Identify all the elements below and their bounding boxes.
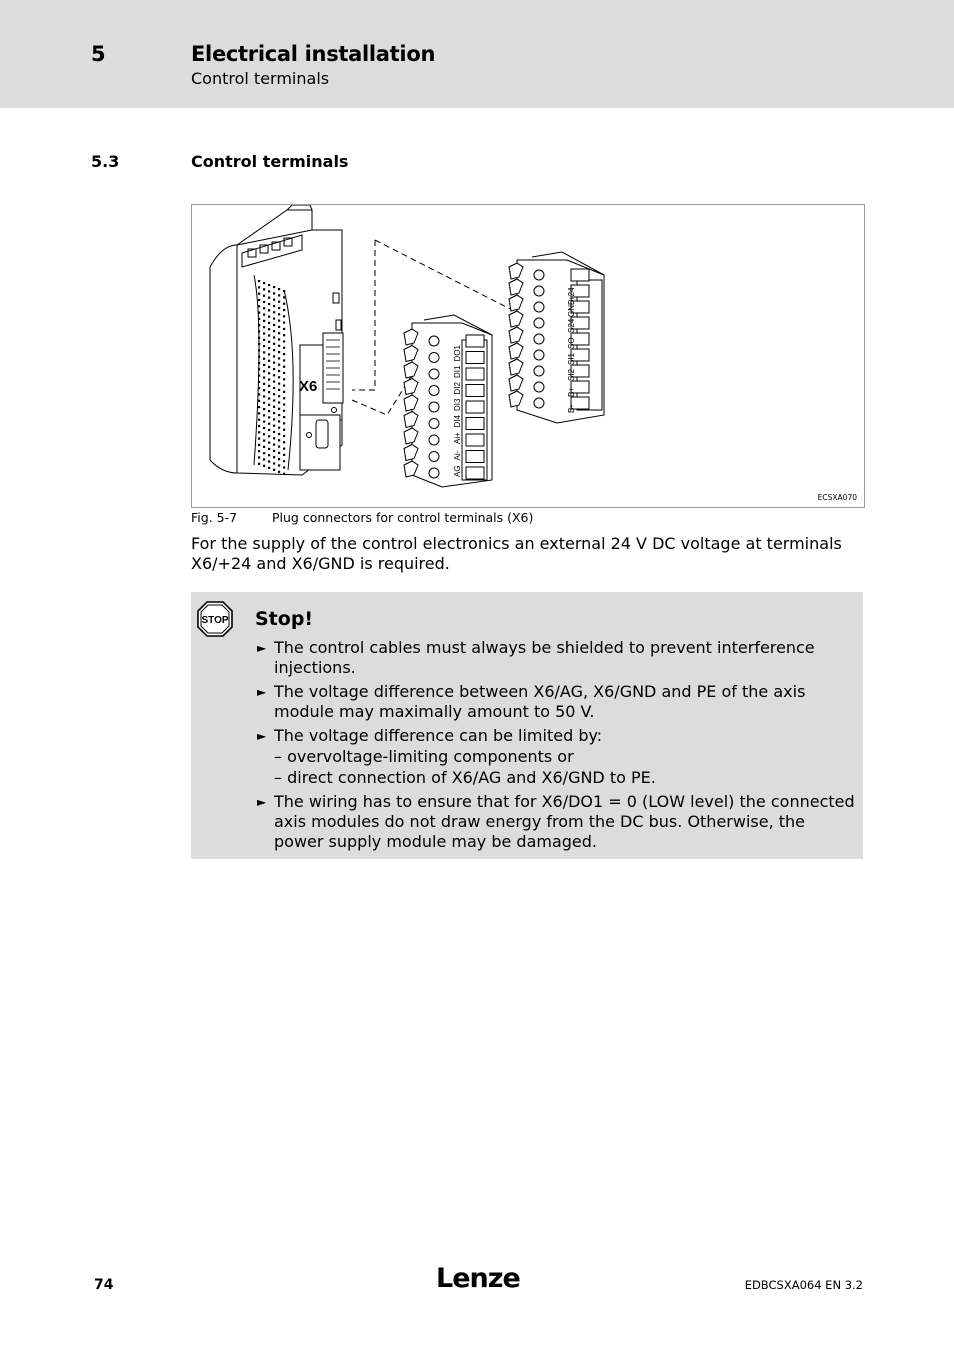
- vent-hole: [263, 288, 265, 290]
- chapter-title: Electrical installation: [191, 42, 436, 66]
- vent-hole: [263, 465, 265, 467]
- vent-hole: [268, 372, 270, 374]
- vent-hole: [273, 318, 275, 320]
- vent-hole: [273, 425, 275, 427]
- vent-hole: [273, 469, 275, 471]
- terminal-screw: [534, 270, 544, 280]
- vent-hole: [263, 332, 265, 334]
- terminal-label: SO: [567, 337, 576, 349]
- terminal-screw: [534, 382, 544, 392]
- vent-hole: [263, 364, 265, 366]
- vent-hole: [278, 408, 280, 410]
- vent-hole: [258, 362, 260, 364]
- vent-hole: [278, 414, 280, 416]
- vent-hole: [258, 450, 260, 452]
- bullet-icon: ►: [257, 729, 267, 743]
- terminal-screw: [534, 366, 544, 376]
- terminal-screw: [429, 419, 439, 429]
- vent-hole: [283, 303, 285, 305]
- vent-hole: [263, 446, 265, 448]
- vent-hole: [273, 456, 275, 458]
- vent-hole: [278, 357, 280, 359]
- vent-hole: [263, 414, 265, 416]
- vent-hole: [258, 438, 260, 440]
- terminal-label: B+: [567, 386, 576, 397]
- vent-hole: [263, 440, 265, 442]
- terminal-screw: [534, 318, 544, 328]
- vent-hole: [263, 377, 265, 379]
- vent-hole: [258, 330, 260, 332]
- terminal-screw: [534, 302, 544, 312]
- vent-hole: [278, 320, 280, 322]
- vent-hole: [273, 412, 275, 414]
- stop-list: [257, 638, 859, 856]
- vent-hole: [268, 297, 270, 299]
- vent-hole: [268, 316, 270, 318]
- vent-hole: [263, 433, 265, 435]
- vent-hole: [263, 345, 265, 347]
- vent-hole: [283, 454, 285, 456]
- terminal-label: SI2: [567, 368, 576, 381]
- vent-hole: [258, 299, 260, 301]
- vent-hole: [263, 421, 265, 423]
- vent-hole: [283, 347, 285, 349]
- vent-hole: [273, 299, 275, 301]
- vent-hole: [273, 330, 275, 332]
- vent-hole: [258, 324, 260, 326]
- vent-hole: [283, 309, 285, 311]
- vent-hole: [278, 433, 280, 435]
- terminal-opening: [466, 467, 484, 479]
- vent-hole: [278, 452, 280, 454]
- vent-hole: [273, 399, 275, 401]
- device-illustration: [192, 205, 864, 507]
- vent-hole: [273, 381, 275, 383]
- terminal-opening: [466, 352, 484, 364]
- vent-hole: [258, 393, 260, 395]
- device-housing: [210, 245, 237, 473]
- vent-hole: [278, 427, 280, 429]
- vent-hole: [258, 419, 260, 421]
- terminal-label: SI1: [567, 352, 576, 365]
- sub-item: – direct connection of X6/AG and X6/GND to PE.: [274, 768, 656, 787]
- terminal-screw: [534, 286, 544, 296]
- terminal-opening: [466, 418, 484, 430]
- vent-hole: [258, 425, 260, 427]
- vent-hole: [278, 376, 280, 378]
- vent-hole: [258, 293, 260, 295]
- terminal-opening: [466, 335, 484, 347]
- vent-hole: [273, 336, 275, 338]
- terminal-label: AG: [453, 465, 462, 477]
- terminal-label: DI2: [453, 382, 462, 395]
- vent-hole: [273, 324, 275, 326]
- vent-hole: [268, 328, 270, 330]
- figure-number: Fig. 5-7: [191, 510, 238, 525]
- vent-hole: [283, 448, 285, 450]
- vent-hole: [263, 314, 265, 316]
- vent-hole: [278, 401, 280, 403]
- vent-hole: [278, 458, 280, 460]
- vent-hole: [283, 353, 285, 355]
- vent-hole: [263, 402, 265, 404]
- vent-hole: [268, 347, 270, 349]
- vent-hole: [273, 444, 275, 446]
- vent-hole: [258, 412, 260, 414]
- figure-image-code: ECSXA070: [817, 493, 857, 502]
- vent-hole: [283, 473, 285, 475]
- vent-hole: [268, 353, 270, 355]
- terminal-opening: [466, 401, 484, 413]
- vent-hole: [273, 437, 275, 439]
- terminal-screw: [429, 468, 439, 478]
- vent-hole: [278, 446, 280, 448]
- vent-hole: [273, 349, 275, 351]
- terminal-label: B-: [567, 405, 576, 413]
- terminal-opening: [466, 368, 484, 380]
- vent-hole: [268, 360, 270, 362]
- vent-hole: [278, 439, 280, 441]
- vent-hole: [258, 337, 260, 339]
- vent-hole: [263, 295, 265, 297]
- terminal-label: +24: [567, 287, 576, 301]
- vent-hole: [273, 362, 275, 364]
- section-number: 5.3: [91, 152, 120, 171]
- vent-hole: [263, 395, 265, 397]
- vent-hole: [268, 467, 270, 469]
- terminal-opening: [466, 434, 484, 446]
- vent-hole: [283, 441, 285, 443]
- vent-hole: [283, 466, 285, 468]
- vent-hole: [283, 372, 285, 374]
- vent-hole: [283, 366, 285, 368]
- stop-icon-text: STOP: [201, 615, 229, 626]
- vent-hole: [278, 301, 280, 303]
- vent-hole: [268, 454, 270, 456]
- vent-hole: [283, 290, 285, 292]
- stop-heading: Stop!: [255, 608, 314, 630]
- terminal-opening: [571, 269, 589, 281]
- vent-hole: [268, 410, 270, 412]
- vent-hole: [278, 420, 280, 422]
- vent-hole: [258, 381, 260, 383]
- vent-hole: [263, 282, 265, 284]
- vent-hole: [268, 404, 270, 406]
- vent-hole: [283, 429, 285, 431]
- vent-hole: [278, 370, 280, 372]
- vent-hole: [278, 294, 280, 296]
- vent-hole: [258, 406, 260, 408]
- vent-hole: [268, 290, 270, 292]
- chapter-subtitle: Control terminals: [191, 69, 330, 88]
- vent-hole: [273, 418, 275, 420]
- terminal-label: DI4: [453, 415, 462, 428]
- vent-hole: [273, 286, 275, 288]
- vent-hole: [283, 328, 285, 330]
- vent-hole: [268, 322, 270, 324]
- vent-hole: [268, 309, 270, 311]
- vent-hole: [273, 311, 275, 313]
- vent-hole: [258, 456, 260, 458]
- vent-hole: [268, 416, 270, 418]
- list-item: ► The control cables must always be shielded to prevent interference injections.: [257, 638, 815, 677]
- vent-hole: [278, 383, 280, 385]
- vent-hole: [258, 356, 260, 358]
- vent-hole: [258, 463, 260, 465]
- vent-hole: [283, 334, 285, 336]
- vent-hole: [263, 383, 265, 385]
- vent-hole: [258, 280, 260, 282]
- vent-hole: [283, 460, 285, 462]
- vent-hole: [263, 326, 265, 328]
- vent-hole: [283, 435, 285, 437]
- list-item: ► The voltage difference can be limited by: – overvoltage-limiting components or – direct connection of X6/AG and X6/GND to PE.: [257, 726, 859, 788]
- terminal-screw: [429, 452, 439, 462]
- vent-hole: [268, 366, 270, 368]
- vent-hole: [273, 450, 275, 452]
- vent-hole: [278, 395, 280, 397]
- vent-hole: [268, 435, 270, 437]
- vent-hole: [278, 471, 280, 473]
- vent-hole: [258, 312, 260, 314]
- list-item: ► The voltage difference between X6/AG, X6/GND and PE of the axis module may maximally amount to 50 V.: [257, 682, 806, 721]
- vent-hole: [278, 313, 280, 315]
- vent-hole: [283, 416, 285, 418]
- vent-hole: [263, 307, 265, 309]
- vent-hole: [283, 422, 285, 424]
- vent-hole: [263, 370, 265, 372]
- vent-hole: [263, 389, 265, 391]
- vent-hole: [268, 334, 270, 336]
- bullet-icon: ►: [257, 795, 267, 809]
- vent-hole: [263, 458, 265, 460]
- terminal-label: DI1: [453, 365, 462, 378]
- vent-hole: [278, 389, 280, 391]
- section-title: Control terminals: [191, 152, 349, 171]
- figure-caption: Plug connectors for control terminals (X6): [272, 510, 534, 525]
- document-id: EDBCSXA064 EN 3.2: [744, 1278, 863, 1292]
- vent-hole: [273, 431, 275, 433]
- terminal-screw: [534, 334, 544, 344]
- terminal-screw: [534, 350, 544, 360]
- vent-hole: [283, 378, 285, 380]
- terminal-label: Ai-: [453, 450, 462, 461]
- vent-hole: [283, 359, 285, 361]
- vent-hole: [283, 385, 285, 387]
- vent-hole: [283, 410, 285, 412]
- vent-hole: [278, 326, 280, 328]
- stop-sign-icon: [196, 600, 234, 638]
- vent-hole: [273, 462, 275, 464]
- terminal-opening: [466, 451, 484, 463]
- vent-hole: [283, 403, 285, 405]
- vent-hole: [273, 374, 275, 376]
- bullet-icon: ►: [257, 685, 267, 699]
- vent-hole: [263, 408, 265, 410]
- vent-hole: [283, 322, 285, 324]
- vent-hole: [268, 341, 270, 343]
- vent-hole: [283, 397, 285, 399]
- vent-hole: [273, 393, 275, 395]
- vent-hole: [263, 427, 265, 429]
- vent-hole: [268, 284, 270, 286]
- header-band: [0, 0, 954, 108]
- vent-hole: [258, 368, 260, 370]
- vent-hole: [258, 286, 260, 288]
- vent-hole: [258, 375, 260, 377]
- vent-hole: [268, 397, 270, 399]
- figure-frame: [191, 204, 865, 508]
- vent-hole: [273, 292, 275, 294]
- vent-hole: [263, 320, 265, 322]
- lenze-logo: Lenze: [436, 1263, 520, 1294]
- vent-hole: [273, 343, 275, 345]
- vent-hole: [268, 429, 270, 431]
- terminal-screw: [429, 336, 439, 346]
- vent-hole: [278, 288, 280, 290]
- vent-hole: [263, 351, 265, 353]
- vent-hole: [268, 423, 270, 425]
- vent-hole: [258, 387, 260, 389]
- terminal-screw: [429, 402, 439, 412]
- vent-hole: [258, 444, 260, 446]
- terminal-label: DO1: [453, 345, 462, 362]
- vent-hole: [278, 332, 280, 334]
- vent-hole: [273, 387, 275, 389]
- x6-callout: X6: [299, 378, 318, 395]
- terminal-label: Ai+: [453, 432, 462, 444]
- vent-hole: [268, 391, 270, 393]
- stop-warning-box: [191, 592, 863, 859]
- terminal-label: S24: [567, 318, 576, 333]
- terminal-opening: [466, 385, 484, 397]
- vent-hole: [263, 301, 265, 303]
- vent-hole: [273, 368, 275, 370]
- vent-hole: [268, 379, 270, 381]
- vent-hole: [283, 296, 285, 298]
- vent-hole: [258, 318, 260, 320]
- sub-item: – overvoltage-limiting components or: [274, 747, 574, 766]
- vent-hole: [273, 406, 275, 408]
- vent-hole: [273, 305, 275, 307]
- vent-hole: [283, 315, 285, 317]
- chapter-number: 5: [91, 42, 106, 66]
- page-number: 74: [94, 1277, 114, 1293]
- vent-hole: [278, 338, 280, 340]
- vent-hole: [278, 351, 280, 353]
- vent-hole: [283, 391, 285, 393]
- terminal-label: DI3: [453, 398, 462, 411]
- terminal-screw: [429, 435, 439, 445]
- terminal-screw: [429, 369, 439, 379]
- vent-hole: [268, 460, 270, 462]
- vent-hole: [263, 452, 265, 454]
- vent-hole: [278, 345, 280, 347]
- terminal-screw: [534, 398, 544, 408]
- body-paragraph: For the supply of the control electronics an external 24 V DC voltage at terminals X6/+24 and X6/GND is required.: [191, 534, 842, 573]
- vent-hole: [258, 400, 260, 402]
- vent-hole: [278, 307, 280, 309]
- vent-hole: [283, 340, 285, 342]
- terminal-label: GND: [567, 299, 576, 317]
- vent-hole: [258, 349, 260, 351]
- vent-hole: [278, 364, 280, 366]
- vent-hole: [258, 343, 260, 345]
- vent-hole: [263, 358, 265, 360]
- bullet-icon: ►: [257, 641, 267, 655]
- vent-hole: [273, 355, 275, 357]
- vent-hole: [268, 303, 270, 305]
- vent-hole: [278, 464, 280, 466]
- list-item: ► The wiring has to ensure that for X6/DO1 = 0 (LOW level) the connected axis modules do not draw energy from the DC bus. Otherwise, the power supply module may be damaged.: [257, 792, 855, 851]
- vent-hole: [258, 431, 260, 433]
- vent-hole: [258, 305, 260, 307]
- terminal-screw: [429, 386, 439, 396]
- vent-hole: [268, 385, 270, 387]
- terminal-screw: [429, 353, 439, 363]
- vent-hole: [263, 339, 265, 341]
- vent-hole: [268, 448, 270, 450]
- vent-hole: [268, 442, 270, 444]
